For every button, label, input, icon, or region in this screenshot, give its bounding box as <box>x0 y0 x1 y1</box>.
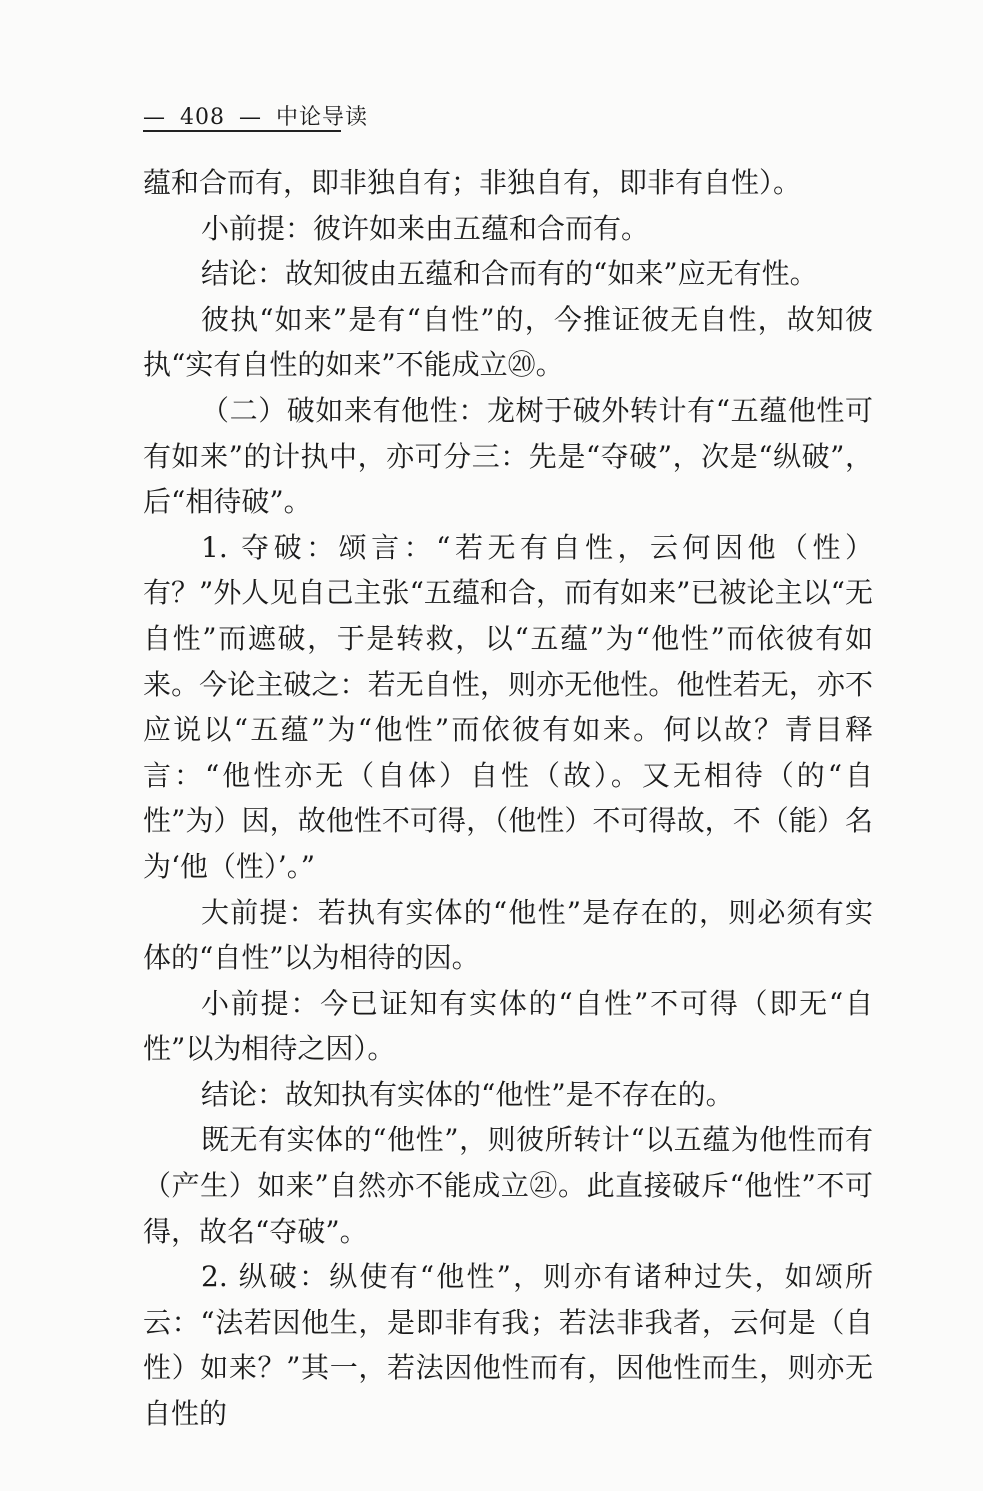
paragraph: 结论：故知彼由五蕴和合而有的“如来”应无有性。 <box>201 257 818 291</box>
paragraph: 结论：故知执有实体的“他性”是不存在的。 <box>201 1077 734 1111</box>
paragraph: 既无有实体的“他性”，则彼所转计“以五蕴为他性而有（产生）如来”自然亦不能成立㉑。此直接破斥“他性”不可得，故名“夺破”。 <box>143 1123 873 1248</box>
paragraph: 彼执“如来”是有“自性”的，今推证彼无自性，故知彼执“实有自性的如来”不能成立⑳。 <box>143 302 873 382</box>
header-underline <box>143 130 341 132</box>
paragraph: 2. 纵破：纵使有“他性”，则亦有诸种过失，如颂所云：“法若因他生，是即非有我；若法非我者，云何是（自性）如来？”其一，若法因他性而有，因他性而生，则亦无自性的 <box>143 1260 873 1431</box>
paragraph: 大前提：若执有实体的“他性”是存在的，则必须有实体的“自性”以为相待的因。 <box>143 895 873 975</box>
page-number: 408 <box>180 105 225 130</box>
header-dash-right: — <box>239 105 262 130</box>
paragraph: （二）破如来有他性：龙树于破外转计有“五蕴他性可有如来”的计执中，亦可分三：先是“夺破”，次是“纵破”，后“相待破”。 <box>143 393 873 519</box>
body-text <box>143 160 873 1437</box>
paragraph: 小前提：今已证知有实体的“自性”不可得（即无“自性”以为相待之因）。 <box>143 986 873 1066</box>
header-dash-left: — <box>143 105 166 130</box>
paragraph: 小前提：彼许如来由五蕴和合而有。 <box>201 211 650 245</box>
book-title: 中论导读 <box>276 105 369 130</box>
paragraph: 1. 夺破：颂言：“若无有自性，云何因他（性）有？”外人见自己主张“五蕴和合，而有如来”已被论主以“无自性”而遮破，于是转救，以“五蕴”为“他性”而依彼有如来。今论主破之：若无自性，则亦无他性。他性若无，亦不应说以“五蕴”为“他性”而依彼有如来。何以故？青目释言：“他性亦无（自体）自性（故）。又无相待（的“自性”为）因，故他性不可得，（他性）不可得故，不（能）名为‘他（性）’。” <box>143 530 873 883</box>
paragraph: 蕴和合而有，即非独自有；非独自有，即非有自性）。 <box>143 166 802 199</box>
running-header <box>143 100 374 131</box>
